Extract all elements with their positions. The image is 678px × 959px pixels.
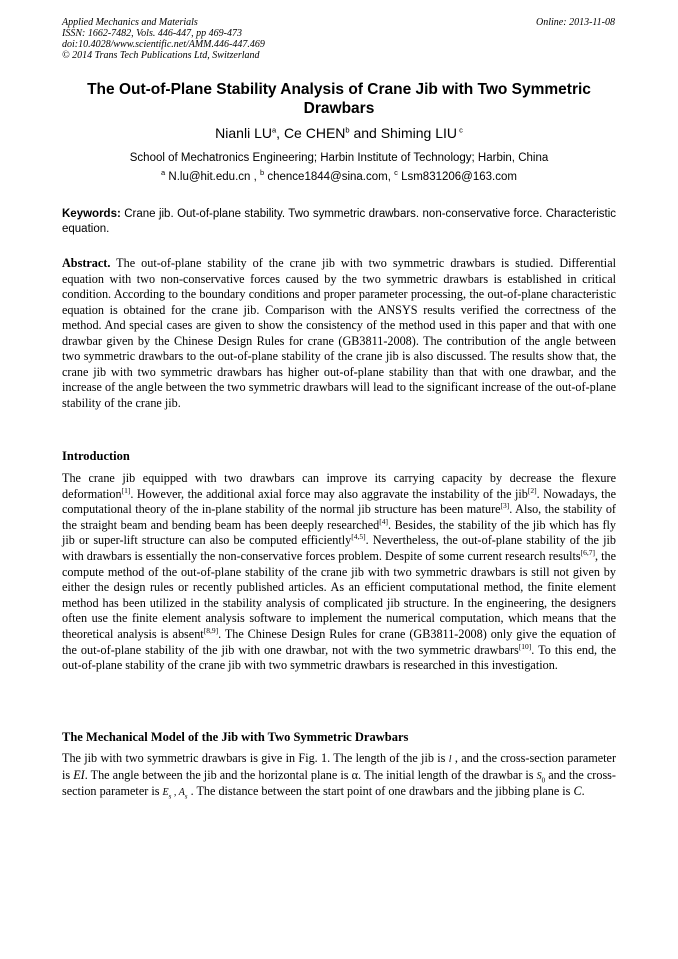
body-text: . However, the additional axial force may also aggravate the instability of the jib	[130, 486, 528, 501]
body-text: . Nevertheless, the out-of-plane stability of the jib with drawbars is essentially the non-conservative forces problem. Despite of some current research results	[62, 533, 616, 563]
citation[interactable]: [8,9]	[203, 625, 219, 635]
body-text: . The distance between the start point of one drawbars and the jibbing plane is	[187, 784, 574, 799]
body-text: . To this end, the out-of-plane stability of the crane jib with two symmetric drawbars is researched in this investigation.	[62, 642, 616, 673]
abstract-paragraph	[62, 256, 616, 411]
issn-line: ISSN: 1662-7482, Vols. 446-447, pp 469-473	[62, 28, 242, 39]
body-text: , the compute method of the out-of-plane stability of the crane jib with two symmetric drawbars is still not given by either the design rules or recently published articles. As an efficient computational method, the finite element method has been utilized in the stability analysis of complicated jib structure. In the engineering, the designers often use the finite element analysis software to implement the numerical computation, which means that the theoretical analysis is absent	[62, 548, 617, 641]
math-subscript: s	[168, 792, 172, 801]
author-affil-mark: c	[456, 125, 463, 135]
author-name: Ce CHEN	[283, 125, 346, 141]
author-list	[62, 124, 616, 142]
section-heading-mechanical-model: The Mechanical Model of the Jib with Two Symmetric Drawbars	[62, 730, 409, 744]
author-affil-mark: a	[271, 125, 277, 135]
author-emails	[62, 170, 616, 184]
keywords-text: Crane jib. Out-of-plane stability. Two symmetric drawbars. non-conservative force. Characteristic equation.	[62, 208, 616, 235]
body-text: The jib with two symmetric drawbars is give in Fig. 1. The length of the jib is	[62, 751, 449, 765]
email-mark: a	[161, 168, 166, 178]
author-name: Shiming LIU	[380, 125, 457, 141]
email-address[interactable]: Lsm831206@163.com	[397, 171, 517, 183]
body-text: , and the cross-section parameter is	[62, 751, 617, 782]
citation[interactable]: [2]	[527, 485, 537, 495]
author-separator: ,	[276, 125, 284, 141]
math-subscript: s	[184, 792, 188, 801]
math-symbol: l	[448, 754, 452, 765]
body-text: . The Chinese Design Rules for crane (GB3811-2008) only give the equation of the out-of-plane stability of the jib with one drawbar, not with the two symmetric drawbars	[62, 626, 616, 657]
paper-title: The Out-of-Plane Stability Analysis of Crane Jib with Two Symmetric Drawbars	[87, 81, 591, 117]
citation[interactable]: [3]	[500, 501, 510, 511]
affiliation: School of Mechatronics Engineering; Harbin Institute of Technology; Harbin, China	[129, 152, 549, 164]
author-separator: and	[349, 125, 381, 141]
body-text: . Also, the stability of the straight beam and bending beam has been deeply researched	[62, 502, 616, 532]
journal-header	[62, 17, 265, 61]
math-symbol: C	[573, 784, 582, 799]
math-separator: ,	[171, 787, 179, 799]
math-symbol: EI	[73, 767, 85, 782]
online-date: Online: 2013-11-08	[536, 17, 615, 28]
body-text: The crane jib equipped with two drawbars can improve its carrying capacity by decrease the flexure deformation	[62, 471, 616, 501]
section-heading-introduction: Introduction	[62, 449, 130, 463]
journal-name: Applied Mechanics and Materials	[62, 17, 198, 28]
abstract-label: Abstract.	[62, 256, 111, 270]
body-text: and the cross-section parameter is	[62, 767, 616, 799]
citation[interactable]: [4]	[379, 516, 389, 526]
body-text: . Besides, the stability of the jib which has fly jib or super-lift structure can also be computed efficiently	[62, 517, 616, 548]
introduction-paragraph	[62, 471, 616, 674]
citation[interactable]: [1]	[121, 485, 131, 495]
copyright-line: © 2014 Trans Tech Publications Ltd, Switzerland	[62, 50, 260, 61]
body-text: .	[581, 784, 585, 799]
doi-line[interactable]: doi:10.4028/www.scientific.net/AMM.446-447.469	[62, 39, 265, 50]
math-symbol: S	[536, 770, 542, 782]
email-address[interactable]: chence1844@sina.com,	[264, 171, 395, 183]
citation[interactable]: [10]	[518, 641, 532, 651]
email-mark: c	[394, 168, 398, 178]
math-subscript: 0	[541, 776, 546, 785]
math-symbol: E	[162, 787, 169, 799]
author-name: Nianli LU	[215, 125, 272, 141]
author-affil-mark: b	[345, 125, 350, 135]
keywords-label: Keywords:	[62, 208, 121, 220]
keywords-paragraph	[62, 207, 616, 237]
mechanical-model-paragraph	[62, 751, 616, 801]
citation[interactable]: [6,7]	[580, 547, 595, 557]
body-text: . The angle between the jib and the horizontal plane is α. The initial length of the drawbar is	[84, 767, 537, 782]
email-mark: b	[260, 168, 265, 178]
math-symbol: A	[178, 787, 185, 799]
citation[interactable]: [4,5]	[351, 532, 366, 542]
body-text: . Nowadays, the computational theory of the in-plane stability of the normal jib structure has been mature	[62, 486, 617, 517]
abstract-text: The out-of-plane stability of the crane jib with two symmetric drawbars is studied. Differential equation with two non-conservative forces caused by the two symmetric drawbars is established in critical condition. According to the boundary conditions and proper parameter processing, the out-of-plane characteristic equation is obtained for the crane jib. Comparison with the ANSYS results verified the correctness of the method. And special cases are given to show the consistency of the method used in this paper and that with one drawbar given by the Chinese Design Rules for crane (GB3811-2008). The contribution of the angle between two symmetric drawbars to the out-of-plane stability of the crane jib is also discussed. The results show that, the crane jib with two symmetric drawbars has higher out-of-plane stability than that with one drawbar, and the increase of the angle between the two symmetric drawbars will lead to the significant increase of the out-of-plane stability of the crane jib.	[62, 256, 616, 410]
email-address[interactable]: N.lu@hit.edu.cn ,	[165, 171, 260, 183]
